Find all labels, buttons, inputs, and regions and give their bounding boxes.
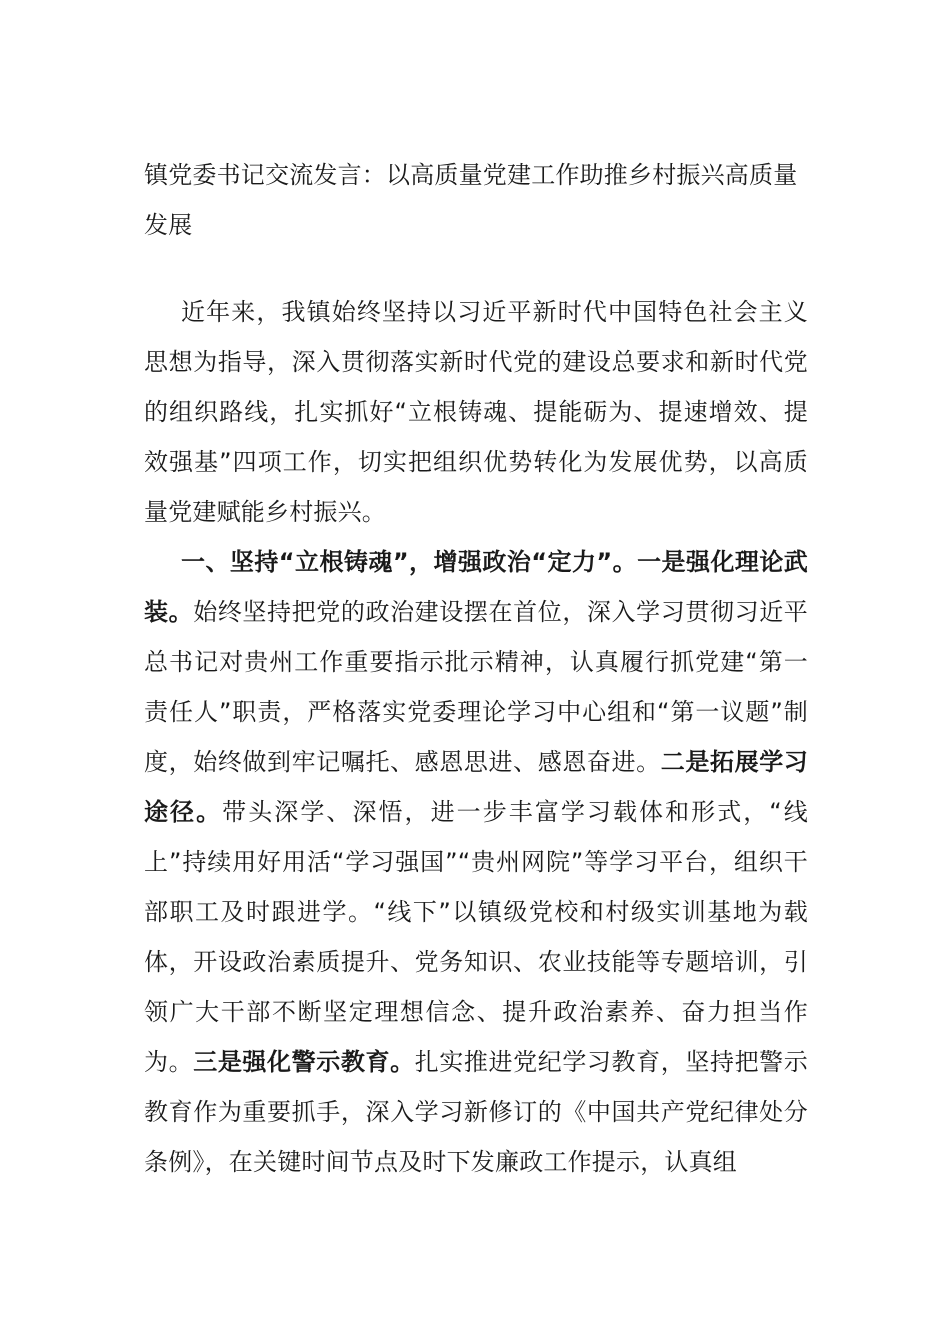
- point-1-title: 一是强化理论武装。: [144, 548, 808, 626]
- point-2-title: 二是拓展学习途径。: [144, 748, 809, 826]
- section-1-heading: 一、坚持“立根铸魂”，增强政治“定力”。: [181, 548, 638, 576]
- document-page: [144, 150, 808, 1187]
- document-title: 镇党委书记交流发言：以高质量党建工作助推乡村振兴高质量发展: [144, 161, 798, 239]
- intro-paragraph: 近年来，我镇始终坚持以习近平新时代中国特色社会主义思想为指导，深入贯彻落实新时代党的建设总要求和新时代党的组织路线，扎实抓好“立根铸魂、提能砺为、提速增效、提效强基”四项工作，切实把组织优势转化为发展优势，以高质量党建赋能乡村振兴。: [144, 298, 808, 526]
- point-1-text: 始终坚持把党的政治建设摆在首位，深入学习贯彻习近平总书记对贵州工作重要指示批示精神，认真履行抓党建“第一责任人”职责，严格落实党委理论学习中心组和“第一议题”制度，始终做到牢记嘱托、感恩思进、感恩奋进。: [144, 598, 808, 776]
- point-3-text: 扎实推进党纪学习教育，坚持把警示教育作为重要抓手，深入学习新修订的《中国共产党纪律处分条例》，在关键时间节点及时下发廉政工作提示，认真组: [144, 1048, 808, 1176]
- section-1-paragraph: [144, 537, 808, 1187]
- point-2-text: 带头深学、深悟，进一步丰富学习载体和形式，“线上”持续用好用活“学习强国”“贵州网院”等学习平台，组织干部职工及时跟进学。“线下”以镇级党校和村级实训基地为载体，开设政治素质提升、党务知识、农业技能等专题培训，引领广大干部不断坚定理想信念、提升政治素养、奋力担当作为。: [144, 798, 808, 1076]
- point-3-title: 三是强化警示教育。: [193, 1048, 415, 1076]
